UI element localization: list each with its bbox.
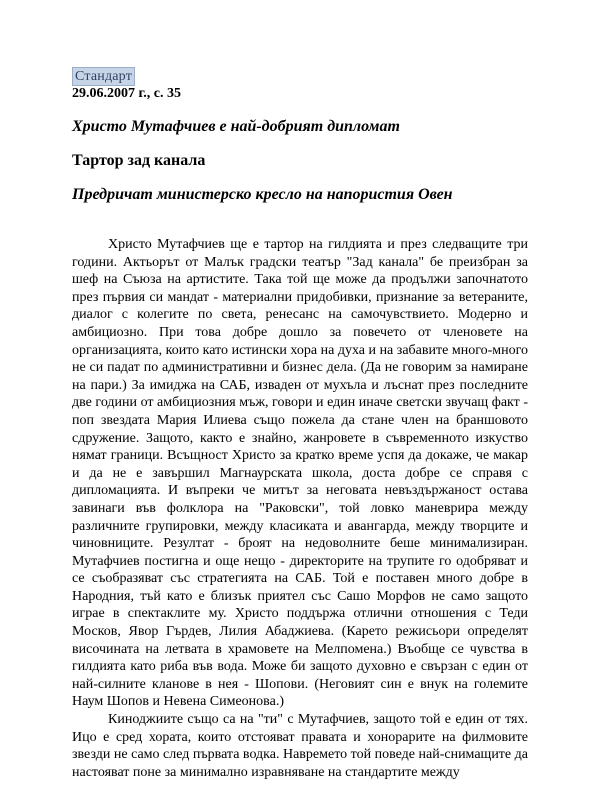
newspaper-logo: Стандарт (72, 67, 135, 86)
article-subtitle: Предричат министерско кресло на напористия Овен (72, 186, 453, 203)
kicker-headline: Христо Мутафчиев е най-добрият дипломат (72, 118, 400, 135)
article-body (72, 236, 528, 781)
article-title: Тартор зад канала (72, 152, 206, 169)
article-paragraph: Киноджиите също са на "ти" с Мутафчиев, защото той е един от тях. Ицо е сред хората, които отстояват правата и хонорарите на филмовите звезди не само след първата водка. Навремето той поведе най-снимащите да настояват поне за минимално изравняване на стандартите между (72, 712, 528, 780)
issue-date-page: 29.06.2007 г., с. 35 (72, 86, 181, 101)
article-paragraph: Христо Мутафчиев ще е тартор на гилдията и през следващите три години. Актьорът от Малък градски театър "Зад канала" бе преизбран за шеф на Съюза на артистите. Така той ще може да продължи започнатото през първия си мандат - материални придобивки, признание за ветераните, диалог с колегите по света, ренесанс на самочувствието. Модерно и амбициозно. При това добре дошло за повечето от членовете на организацията, които като истински хора на духа и на забавите много-много не си падат по административни и бизнес дела. (Да не говорим за намиране на пари.) За имиджа на САБ, изваден от мухъла и лъснат през последните две години от амбициозния мъж, говори и един иначе светски звучащ факт - поп звездата Мария Илиева също пожела да стане член на браншовото сдружение. Защото, както е знайно, жанровете в съвременното изкуство нямат граници. Всъщност Христо за кратко време успя да докаже, че макар и да не е завършил Магнаурската школа, доста добре се справя с дипломацията. И въпреки че митът за неговата невъздържаност остава завинаги във фолклора на "Раковски", той ловко маневрира между различните групировки, между класиката и авангарда, между творците и чиновниците. Резултат - броят на недоволните беше минимализиран. Мутафчиев постигна и още нещо - директорите на трупите го одобряват и се съобразяват със стратегията на САБ. Той е поставен много добре в Народния, тъй като е близък приятел със Сашо Морфов не само защото играе в спектаклите му. Христо поддържа отлични отношения с Теди Москов, Явор Гърдев, Лилия Абаджиева. (Карето режисьори определят височината на летвата в храмовете на Мелпомена.) Въобще се чувства в гилдията като риба във вода. Може би защото духовно е свързан с един от най-силните кланове в нея - Шопови. (Неговият син е внук на големите Наум Шопов и Невена Симеонова.) (72, 237, 528, 710)
